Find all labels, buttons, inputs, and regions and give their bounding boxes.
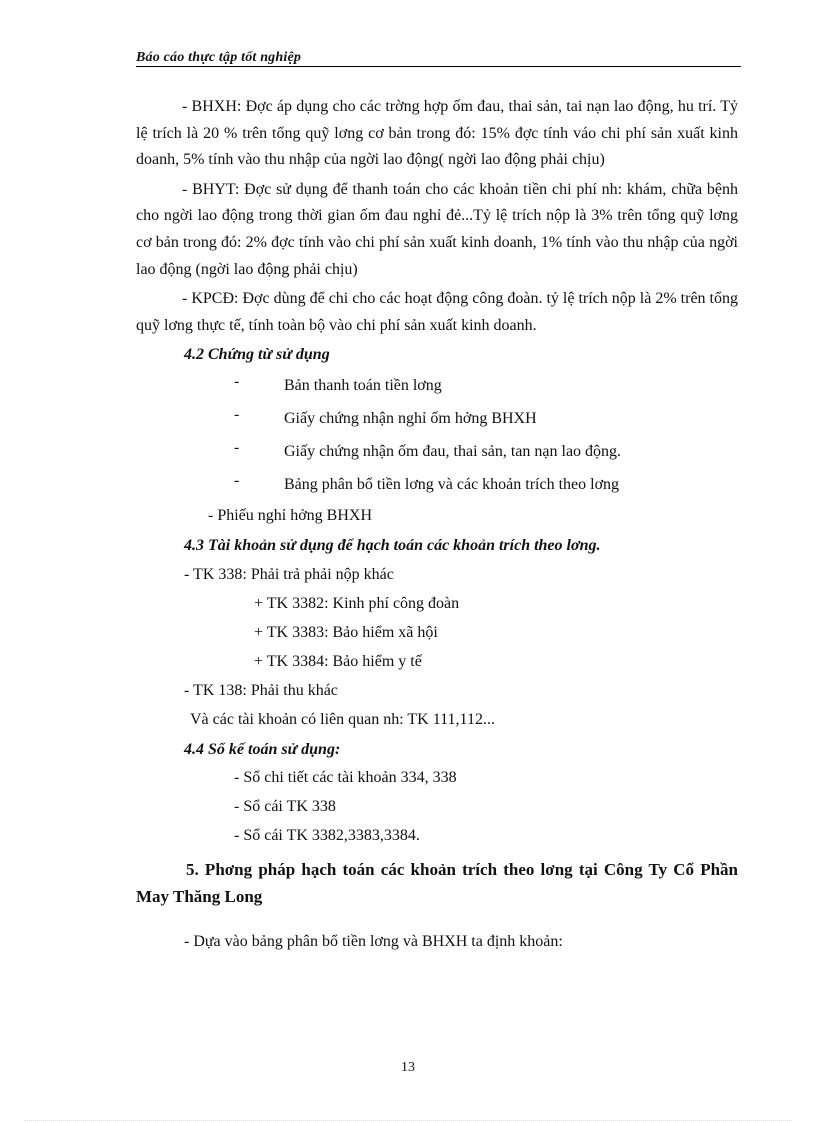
dash-marker: -	[234, 405, 240, 423]
section-4-3-heading: 4.3 Tài khoản sử dụng để hạch toán các khoản trích theo lơng.	[184, 536, 601, 554]
ledger-item: - Sổ cái TK 3382,3383,3384.	[234, 827, 420, 845]
account-tk138: - TK 138: Phải thu khác	[184, 681, 338, 699]
list-item-text: Bảng phân bổ tiền lơng và các khoản trích theo lơng	[284, 475, 620, 493]
paragraph-bhxh: - BHXH: Đợc áp dụng cho các trờng hợp ốm đau, thai sản, tai nạn lao động, hu trí. Tỷ lệ trích là 20 % trên tổng quỹ lơng cơ bản trong đó: 15% đợc tính váo chi phí sản xuất kinh doanh, 5% tính vào thu nhập của ngời lao động( ngời lao động phải chịu)	[136, 98, 738, 169]
list-item-text: Giấy chứng nhận nghỉ ốm hởng BHXH	[284, 409, 537, 427]
footer-divider	[24, 1120, 792, 1121]
sub-account: + TK 3384: Bảo hiểm y tế	[254, 652, 422, 670]
list-item-text: Giấy chứng nhận ốm đau, thai sản, tan nạn lao động.	[284, 442, 622, 460]
header-title: Báo cáo thực tập tốt nghiệp	[136, 50, 302, 65]
list-item	[234, 468, 738, 501]
account-tk338: - TK 338: Phải trả phải nộp khác	[184, 565, 394, 583]
list-item	[234, 369, 738, 402]
related-accounts: Và các tài khoản có liên quan nh: TK 111,112...	[190, 710, 495, 728]
ledger-item: - Sổ chi tiết các tài khoản 334, 338	[234, 769, 457, 787]
section-4-4-heading: 4.4 Sổ kế toán sử dụng:	[184, 740, 341, 758]
page-number: 13	[401, 1060, 415, 1075]
list-item-text: Bản thanh toán tiền lơng	[284, 376, 442, 394]
section-4-2-heading: 4.2 Chứng từ sử dụng	[184, 346, 330, 364]
document-body	[136, 94, 738, 956]
dash-marker: -	[234, 471, 240, 489]
list-item	[234, 402, 738, 435]
paragraph-kpcd: - KPCĐ: Đợc dùng để chi cho các hoạt động công đoàn. tỷ lệ trích nộp là 2% trên tổng quỹ lơng thực tế, tính toàn bộ vào chi phí sản xuất kinh doanh.	[136, 290, 738, 334]
sub-account: + TK 3382: Kinh phí công đoàn	[254, 594, 460, 612]
section-5-text: - Dựa vào bảng phân bổ tiền lơng và BHXH ta định khoản:	[184, 933, 563, 951]
dash-marker: -	[234, 372, 240, 390]
dash-marker: -	[234, 438, 240, 456]
paragraph-bhyt: - BHYT: Đợc sử dụng để thanh toán cho các khoản tiền chi phí nh: khám, chữa bệnh cho ngời lao động trong thời gian ốm đau nghỉ đẻ...Tỷ lệ trích nộp là 3% trên tổng quỹ lơng cơ bản trong đó: 2% đợc tính vào chi phí sản xuất kinh doanh, 1% tính vào thu nhập của ngời lao động (ngời lao động phải chịu)	[136, 180, 738, 278]
section-5-heading: 5. Phơng pháp hạch toán các khoản trích theo lơng tại Công Ty Cổ Phần May Thăng Long	[136, 860, 738, 907]
list-item	[234, 435, 738, 468]
page-header	[136, 50, 741, 67]
sub-account: + TK 3383: Bảo hiểm xã hội	[254, 623, 438, 641]
ledger-item: - Sổ cái TK 338	[234, 798, 336, 816]
list-item-extra: - Phiếu nghỉ hởng BHXH	[208, 506, 373, 524]
